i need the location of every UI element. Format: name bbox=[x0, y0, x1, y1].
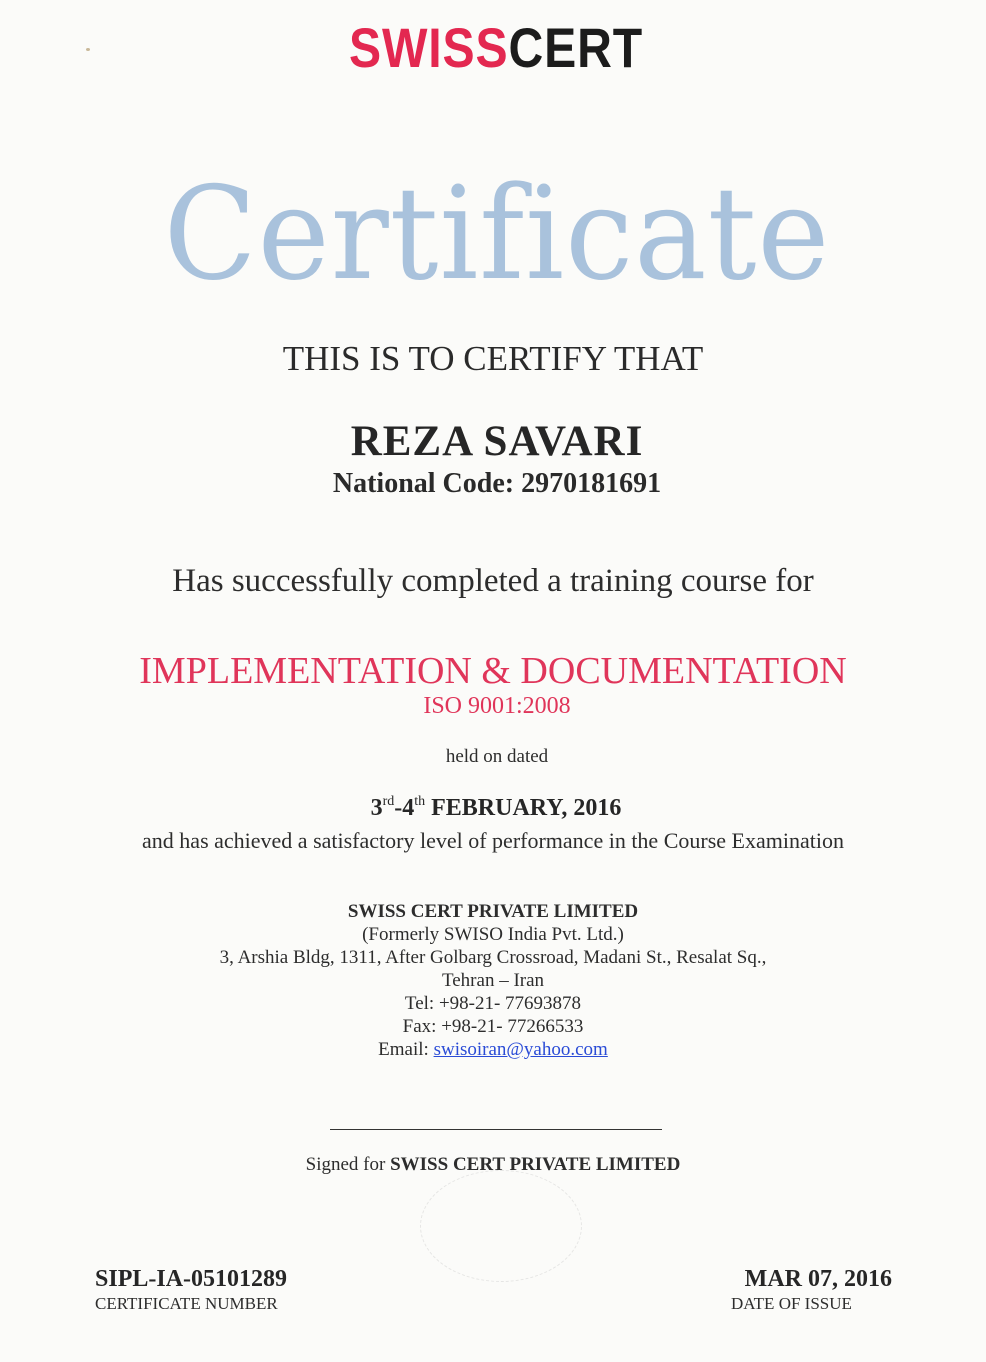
course-standard: ISO 9001:2008 bbox=[423, 693, 571, 719]
certificate-number-label: CERTIFICATE NUMBER bbox=[95, 1294, 278, 1313]
completion-statement: Has successfully completed a training course for bbox=[172, 563, 814, 599]
logo-part-swiss: SWISS bbox=[348, 16, 509, 79]
logo-part-cert: CERT bbox=[508, 16, 644, 79]
held-on-label: held on dated bbox=[445, 746, 549, 767]
company-fax: Fax: +98-21- 77266533 bbox=[402, 1016, 584, 1037]
recipient-name: REZA SAVARI bbox=[350, 418, 644, 465]
held-day-start-suffix: rd bbox=[382, 794, 395, 809]
company-contact-block bbox=[0, 900, 986, 1061]
company-former-name: (Formerly SWISO India Pvt. Ltd.) bbox=[362, 924, 624, 945]
company-name: SWISS CERT PRIVATE LIMITED bbox=[347, 901, 639, 922]
held-day-end-suffix: th bbox=[414, 794, 426, 809]
certify-statement: THIS IS TO CERTIFY THAT bbox=[282, 339, 704, 378]
course-title: IMPLEMENTATION & DOCUMENTATION bbox=[139, 650, 847, 692]
issue-date: MAR 07, 2016 bbox=[744, 1266, 892, 1292]
held-date bbox=[3, 785, 986, 825]
achievement-statement: and has achieved a satisfactory level of performance in the Course Examination bbox=[142, 828, 844, 853]
signed-for-company: SWISS CERT PRIVATE LIMITED bbox=[390, 1154, 681, 1175]
signed-for-prefix: Signed for bbox=[305, 1154, 391, 1175]
company-email-label: Email: bbox=[378, 1039, 434, 1060]
held-day-start: 3 bbox=[370, 795, 383, 821]
held-month-year: FEBRUARY, 2016 bbox=[425, 795, 622, 821]
company-email-link[interactable]: swisoiran@yahoo.com bbox=[433, 1039, 608, 1060]
issue-date-label: DATE OF ISSUE bbox=[731, 1294, 852, 1313]
swisscert-logo bbox=[72, 16, 920, 80]
held-day-separator: -4 bbox=[394, 795, 415, 821]
company-email-row bbox=[0, 1038, 986, 1061]
signature-line bbox=[330, 1129, 662, 1130]
recipient-national-code: National Code: 2970181691 bbox=[332, 468, 662, 499]
company-tel: Tel: +98-21- 77693878 bbox=[404, 993, 582, 1014]
faint-stamp-mark bbox=[420, 1170, 582, 1282]
company-address-line1: 3, Arshia Bldg, 1311, After Golbarg Crossroad, Madani St., Resalat Sq., bbox=[219, 947, 767, 968]
company-address-line2: Tehran – Iran bbox=[441, 970, 545, 991]
certificate-headline: Certificate bbox=[163, 160, 831, 309]
certificate-number: SIPL-IA-05101289 bbox=[95, 1266, 288, 1292]
